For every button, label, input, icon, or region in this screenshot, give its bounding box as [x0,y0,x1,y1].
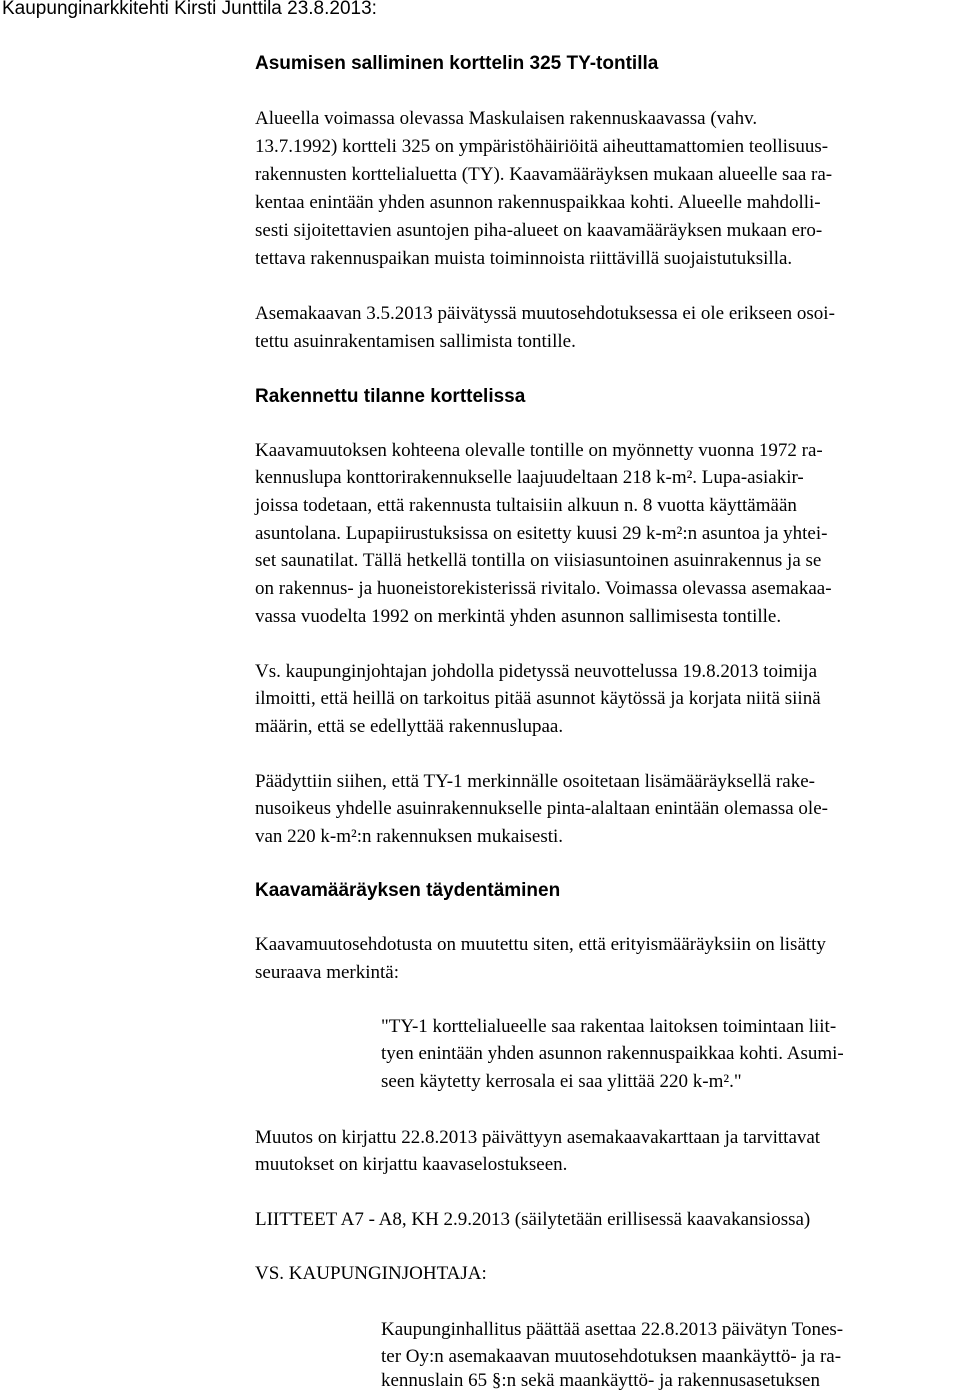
proposal-line: Kaupunginhallitus päättää asettaa 22.8.2013 päivätyn Tones- [381,1319,844,1340]
proposal-line: kennuslain 65 §:n sekä maankäyttö- ja rakennusasetuksen [381,1370,820,1391]
paragraph-line: Kaavamuutoksen kohteena olevalle tontille on myönnetty vuonna 1972 ra- [255,440,823,461]
paragraph-line: kentaa enintään yhden asunnon rakennuspaikkaa kohti. Alueelle mahdolli- [255,192,821,213]
section-heading-rakennettu: Rakennettu tilanne korttelissa [255,386,526,407]
paragraph-line: on rakennus- ja huoneistorekisterissä rivitalo. Voimassa olevassa asemakaa- [255,578,832,599]
paragraph-line: van 220 k-m²:n rakennuksen mukaisesti. [255,826,564,847]
paragraph-line: seuraava merkintä: [255,962,400,983]
attachments-line: LIITTEET A7 - A8, KH 2.9.2013 (säilytetään erillisessä kaavakansiossa) [255,1209,811,1230]
paragraph-line: joissa todetaan, että rakennusta tultaisiin alkuun n. 8 vuotta käyttämään [255,495,797,516]
paragraph-line: rakennusten korttelialuetta (TY). Kaavamääräyksen mukaan alueelle saa ra- [255,164,833,185]
paragraph-line: nusoikeus yhdelle asuinrakennukselle pinta-alaltaan enintään olemassa ole- [255,798,828,819]
section-heading-kaavamaarayksen: Kaavamääräyksen täydentäminen [255,880,561,901]
paragraph-line: Alueella voimassa olevassa Maskulaisen rakennuskaavassa (vahv. [255,108,758,129]
paragraph-line: tettava rakennuspaikan muista toiminnoista riittävillä suojaistutuksilla. [255,248,793,269]
paragraph-line: muutokset on kirjattu kaavaselostukseen. [255,1154,568,1175]
paragraph-line: vassa vuodelta 1992 on merkintä yhden asunnon sallimisesta tontille. [255,606,782,627]
paragraph-line: määrin, että se edellyttää rakennuslupaa. [255,716,564,737]
section-heading-asumisen: Asumisen salliminen korttelin 325 TY-tontilla [255,53,659,74]
paragraph-line: Päädyttiin siihen, että TY-1 merkinnälle osoitetaan lisämääräyksellä rake- [255,771,815,792]
paragraph-line: Vs. kaupunginjohtajan johdolla pidetyssä neuvottelussa 19.8.2013 toimija [255,661,818,682]
section-heading-vs-kaupunginjohtaja: VS. KAUPUNGINJOHTAJA: [255,1263,487,1284]
proposal-line: ter Oy:n asemakaavan muutosehdotuksen maankäyttö- ja ra- [381,1346,842,1367]
paragraph-line: sesti sijoitettavien asuntojen piha-alueet on kaavamääräyksen mukaan ero- [255,220,823,241]
paragraph-line: ilmoitti, että heillä on tarkoitus pitää asunnot käytössä ja korjata niitä siinä [255,688,821,709]
paragraph-line: kennuslupa konttorirakennukselle laajuudeltaan 218 k-m². Lupa-asiakir- [255,467,804,488]
paragraph-line: Muutos on kirjattu 22.8.2013 päivättyyn asemakaavakarttaan ja tarvittavat [255,1127,821,1148]
document-header: Kaupunginarkkitehti Kirsti Junttila 23.8.2013: [2,0,377,19]
quote-line: tyen enintään yhden asunnon rakennuspaikkaa kohti. Asumi- [381,1043,844,1064]
paragraph-line: Asemakaavan 3.5.2013 päivätyssä muutosehdotuksessa ei ole erikseen osoi- [255,303,835,324]
paragraph-line: Kaavamuutosehdotusta on muutettu siten, että erityismääräyksiin on lisätty [255,934,826,955]
quote-line: "TY-1 korttelialueelle saa rakentaa laitoksen toimintaan liit- [381,1016,837,1037]
paragraph-line: 13.7.1992) kortteli 325 on ympäristöhäiriöitä aiheuttamattomien teollisuus- [255,136,829,157]
quote-line: seen käytetty kerrosala ei saa ylittää 220 k-m²." [381,1071,742,1092]
paragraph-line: set saunatilat. Tällä hetkellä tontilla on viisiasuntoinen asuinrakennus ja se [255,550,822,571]
paragraph-line: asuntolana. Lupapiirustuksissa on esitetty kuusi 29 k-m²:n asuntoa ja yhtei- [255,523,828,544]
paragraph-line: tettu asuinrakentamisen sallimista tontille. [255,331,576,352]
